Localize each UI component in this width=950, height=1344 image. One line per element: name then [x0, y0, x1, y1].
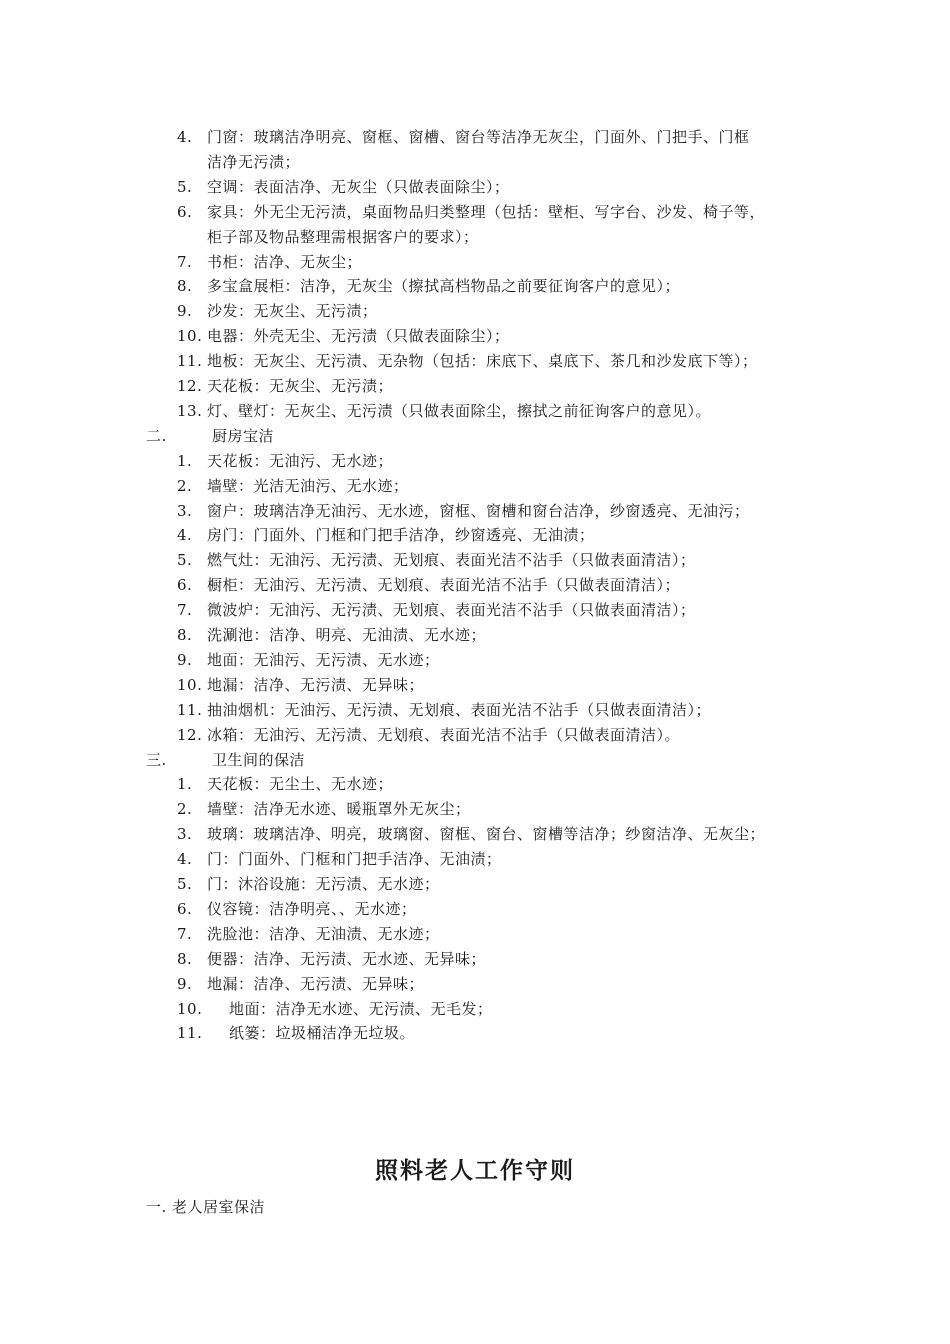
- kitchen-section-heading: 厨房宝洁: [212, 426, 275, 445]
- list-item-number: 6.: [177, 576, 193, 595]
- list-item-number: 11.: [177, 1024, 203, 1043]
- list-item-text: 书柜：洁净、无灰尘；: [207, 252, 363, 271]
- list-item-text: 电器：外壳无尘、无污渍（只做表面除尘）；: [207, 327, 510, 346]
- list-item-text: 洗脸池：洁净、无油渍、无水迹；: [207, 924, 440, 943]
- list-item-text: 家具：外无尘无污渍，桌面物品归类整理（包括：壁柜、写字台、沙发、椅子等，: [207, 202, 766, 221]
- list-item-text: 天花板：无尘土、无水迹；: [207, 775, 394, 794]
- list-item-number: 5.: [177, 875, 193, 893]
- list-item-number: 8.: [177, 626, 193, 644]
- list-item-number: 3.: [177, 825, 193, 844]
- list-item-number: 12.: [177, 725, 203, 744]
- elder-room-section-heading: 一. 老人居室保洁: [146, 1198, 266, 1216]
- list-item-continuation: 柜子部及物品整理需根据客户的要求）；: [207, 227, 479, 246]
- list-item-text: 多宝盒展柜：洁净，无灰尘（擦拭高档物品之前要征询客户的意见）；: [207, 277, 681, 296]
- list-item-text: 抽油烟机：无油污、无污渍、无划痕、表面光洁不沾手（只做表面清洁）；: [207, 700, 712, 719]
- list-item-number: 7.: [177, 252, 193, 271]
- list-item-text: 天花板：无灰尘、无污渍；: [207, 377, 394, 395]
- list-item-text: 纸篓：垃圾桶洁净无垃圾。: [229, 1024, 416, 1043]
- list-item-text: 空调：表面洁净、无灰尘（只做表面除尘）；: [207, 177, 510, 196]
- list-item-text: 墙壁：洁净无水迹、暖瓶罩外无灰尘；: [207, 800, 471, 819]
- list-item-text: 房门：门面外、门框和门把手洁净，纱窗透亮、无油渍；: [207, 526, 595, 545]
- list-item-number: 10.: [177, 999, 203, 1018]
- list-item-number: 12.: [177, 377, 203, 395]
- list-item-number: 9.: [177, 974, 193, 993]
- list-item-number: 11.: [177, 700, 203, 719]
- list-item-text: 门：门面外、门框和门把手洁净、无油渍；: [207, 850, 502, 869]
- list-item-text: 灯、壁灯：无灰尘、无污渍（只做表面除尘，擦拭之前征询客户的意见）。: [207, 401, 712, 420]
- list-item-text: 墙壁：光洁无油污、无水迹；: [207, 476, 409, 495]
- list-item-text: 橱柜：无油污、无污渍、无划痕、表面光洁不沾手（只做表面清洁）；: [207, 576, 681, 595]
- list-item-number: 2.: [177, 476, 193, 495]
- list-item-number: 13.: [177, 401, 203, 420]
- list-item-continuation: 洁净无污渍；: [207, 152, 301, 171]
- list-item-number: 9.: [177, 650, 193, 669]
- list-item-text: 地漏：洁净、无污渍、无异味；: [207, 675, 425, 694]
- document-title: 照料老人工作守则: [375, 1157, 575, 1184]
- list-item-number: 1.: [177, 775, 193, 794]
- list-item-text: 仪容镜：洁净明亮、、无水迹；: [207, 899, 417, 918]
- list-item-number: 7.: [177, 924, 193, 943]
- list-item-number: 10.: [177, 675, 203, 694]
- bathroom-section-heading: 卫生间的保洁: [212, 750, 306, 769]
- list-item-text: 玻璃：玻璃洁净、明亮，玻璃窗、窗框、窗台、窗槽等洁净；纱窗洁净、无灰尘；: [207, 825, 766, 844]
- list-item-text: 地板：无灰尘、无污渍、无杂物（包括：床底下、桌底下、茶几和沙发底下等）；: [207, 352, 758, 371]
- list-item-text: 便器：洁净、无污渍、无水迹、无异味；: [207, 949, 487, 968]
- list-item-number: 1.: [177, 451, 193, 470]
- list-item-number: 8.: [177, 949, 193, 968]
- list-item-number: 5.: [177, 551, 193, 570]
- list-item-number: 11.: [177, 352, 203, 371]
- list-item-number: 4.: [177, 850, 193, 869]
- list-item-number: 8.: [177, 277, 193, 296]
- list-item-number: 4.: [177, 526, 193, 545]
- list-item-text: 微波炉：无油污、无污渍、无划痕、表面光洁不沾手（只做表面清洁）；: [207, 601, 696, 620]
- list-item-text: 洗涮池：洁净、明亮、无油渍、无水迹；: [207, 626, 487, 644]
- list-item-text: 门：沐浴设施：无污渍、无水迹；: [207, 875, 440, 893]
- list-item-text: 窗户：玻璃洁净无油污、无水迹，窗框、窗槽和窗台洁净，纱窗透亮、无油污；: [207, 501, 750, 520]
- list-item-number: 4.: [177, 128, 193, 146]
- list-item-number: 6.: [177, 202, 193, 221]
- list-item-text: 地面：洁净无水迹、无污渍、无毛发；: [229, 999, 493, 1018]
- list-item-number: 2.: [177, 800, 193, 819]
- list-item-number: 5.: [177, 177, 193, 196]
- list-item-text: 沙发：无灰尘、无污渍；: [207, 302, 378, 321]
- list-item-number: 3.: [177, 501, 193, 520]
- list-item-number: 6.: [177, 899, 193, 918]
- bathroom-section-number: 三.: [146, 750, 167, 769]
- kitchen-section-number: 二.: [146, 426, 167, 445]
- list-item-number: 7.: [177, 601, 193, 620]
- list-item-number: 9.: [177, 302, 193, 321]
- list-item-text: 天花板：无油污、无水迹；: [207, 451, 394, 470]
- list-item-text: 燃气灶：无油污、无污渍、无划痕、表面光洁不沾手（只做表面清洁）；: [207, 551, 696, 570]
- list-item-text: 地面：无油污、无污渍、无水迹；: [207, 650, 440, 669]
- list-item-number: 10.: [177, 327, 203, 346]
- list-item-text: 冰箱：无油污、无污渍、无划痕、表面光洁不沾手（只做表面清洁）。: [207, 725, 681, 744]
- list-item-text: 门窗：玻璃洁净明亮、窗框、窗槽、窗台等洁净无灰尘，门面外、门把手、门框: [207, 128, 750, 146]
- list-item-text: 地漏：洁净、无污渍、无异味；: [207, 974, 425, 993]
